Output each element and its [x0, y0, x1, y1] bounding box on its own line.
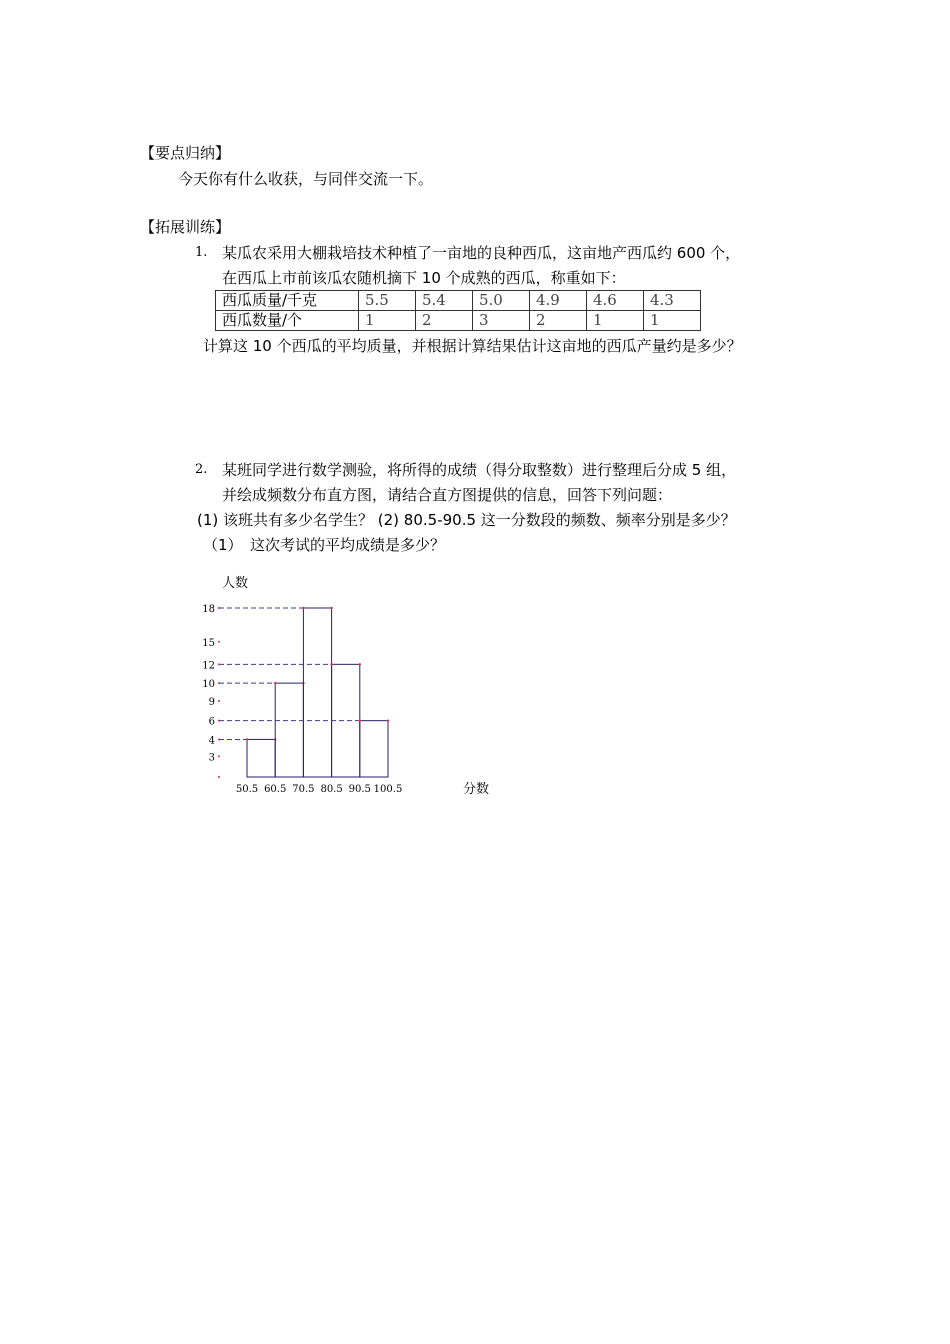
table-cell: 西瓜数量/个: [216, 311, 359, 331]
y-tick-label: 12: [202, 660, 215, 672]
bar-corner-dot: [359, 663, 361, 665]
x-tick-label: 100.5: [373, 784, 403, 795]
table-cell: 3: [473, 311, 530, 331]
q1-line1: 某瓜农采用大棚栽培技术种植了一亩地的良种西瓜，这亩地产西瓜约 600 个，: [222, 244, 741, 262]
table-cell: 4.9: [530, 291, 587, 311]
q1-question: 计算这 10 个西瓜的平均质量，并根据计算结果估计这亩地的西瓜产量约是多少？: [203, 337, 742, 355]
histogram-bar: [303, 608, 331, 777]
table-cell: 5.0: [473, 291, 530, 311]
y-tick-label: 18: [202, 604, 215, 615]
bar-corner-dot: [330, 607, 332, 609]
y-tick-dot: [218, 755, 220, 757]
y-tick-label: 10: [202, 679, 215, 691]
histogram-bar: [247, 739, 275, 777]
q2-line1: 某班同学进行数学测验，将所得的成绩（得分取整数）进行整理后分成 5 组，: [222, 461, 737, 479]
watermelon-table: [215, 290, 701, 331]
x-axis-label: 分数: [463, 782, 490, 797]
q1-line2: 在西瓜上市前该瓜农随机摘下 10 个成熟的西瓜，称重如下：: [222, 269, 626, 287]
bar-corner-dot: [330, 663, 332, 665]
x-tick-label: 70.5: [292, 784, 315, 795]
x-tick-label: 80.5: [320, 784, 343, 795]
histogram-chart: [190, 570, 510, 800]
histogram-bar: [360, 721, 388, 777]
q2-sub3: （1） 这次考试的平均成绩是多少？: [203, 536, 446, 554]
table-cell: 1: [359, 311, 416, 331]
summary-heading: 【要点归纳】: [140, 144, 231, 162]
table-cell: 5.4: [416, 291, 473, 311]
bar-corner-dot: [302, 607, 304, 609]
table-cell: 西瓜质量/千克: [216, 291, 359, 311]
summary-text: 今天你有什么收获，与同伴交流一下。: [178, 170, 434, 188]
y-tick-label: 15: [202, 637, 215, 649]
x-tick-label: 50.5: [235, 784, 259, 795]
origin-dot: [218, 776, 220, 778]
x-tick-label: 60.5: [264, 784, 287, 795]
y-tick-label: 4: [208, 735, 215, 747]
q2-line2: 并绘成频数分布直方图，请结合直方图提供的信息，回答下列问题：: [222, 486, 673, 504]
q1-number: 1.: [195, 245, 208, 260]
histogram-bar: [275, 683, 303, 777]
table-cell: 1: [587, 311, 644, 331]
table-row: [216, 311, 701, 331]
practice-heading: 【拓展训练】: [140, 218, 231, 236]
bar-corner-dot: [387, 719, 389, 721]
y-tick-label: 6: [208, 716, 215, 728]
bar-corner-dot: [359, 719, 361, 721]
table-cell: 4.3: [644, 291, 701, 311]
table-cell: 2: [530, 311, 587, 331]
q2-sub1: (1) 该班共有多少名学生？ (2) 80.5-90.5 这一分数段的频数、频率分别是多少？: [197, 511, 736, 529]
table-cell: 5.5: [359, 291, 416, 311]
y-tick-dot: [218, 641, 220, 643]
table-cell: 2: [416, 311, 473, 331]
bar-corner-dot: [274, 682, 276, 684]
y-axis-label: 人数: [222, 576, 249, 591]
table-row: [216, 291, 701, 311]
bar-corner-dot: [246, 738, 248, 740]
y-tick-label: 3: [208, 752, 215, 764]
x-tick-label: 90.5: [348, 784, 371, 795]
table-cell: 4.6: [587, 291, 644, 311]
y-tick-dot: [218, 700, 220, 702]
table-cell: 1: [644, 311, 701, 331]
y-tick-label: 9: [208, 696, 215, 708]
q2-number: 2.: [195, 462, 208, 477]
